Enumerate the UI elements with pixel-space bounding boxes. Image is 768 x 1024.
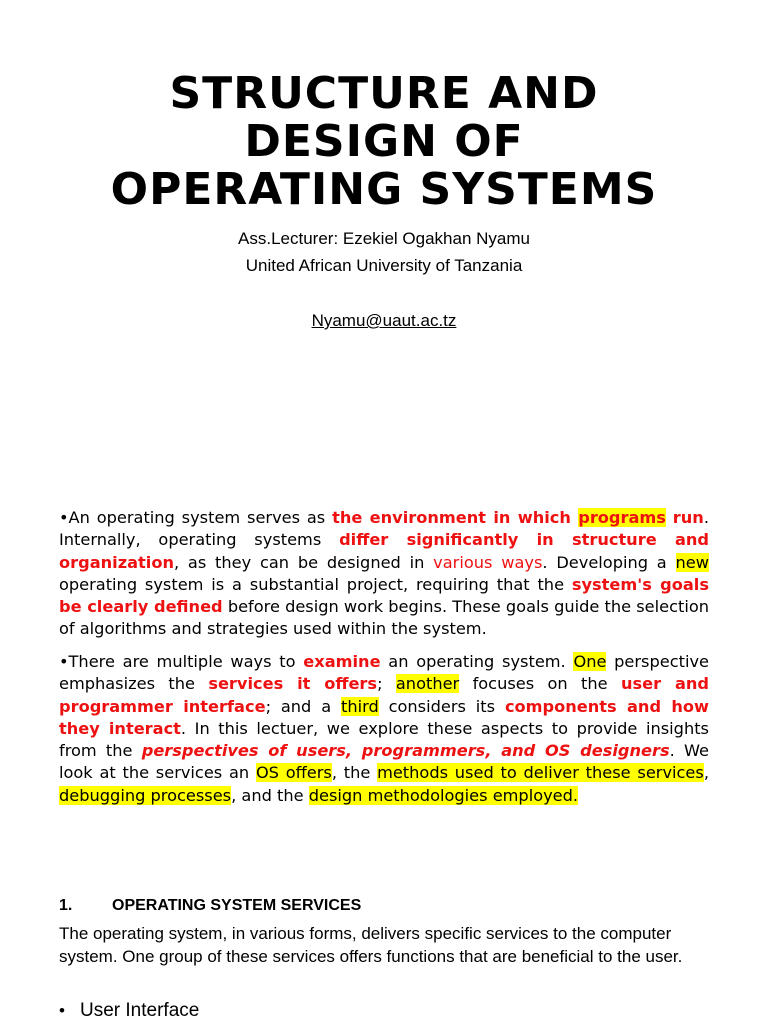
- p1-text-6: before design work begins. These goals guide the selection of algorithms and strategies used within the system.: [59, 597, 709, 639]
- p2-emphasis-examine: examine: [303, 652, 381, 671]
- p2-text-5: focuses on the: [459, 674, 621, 694]
- p1-text-3: , as they can be designed in: [173, 552, 434, 572]
- email-link[interactable]: Nyamu@uaut.ac.tz: [311, 311, 457, 330]
- bullet-list-item: [59, 999, 199, 1023]
- p2-highlight-one: One: [573, 652, 607, 671]
- bullet-label: User Interface: [80, 1000, 200, 1021]
- p1-text-1: •An operating system serves as: [59, 508, 333, 527]
- p2-text-10: , the: [331, 763, 378, 783]
- p2-highlight-methods: methods used to deliver these services: [377, 763, 704, 783]
- p2-text-1: •There are multiple ways to: [59, 652, 304, 671]
- email-line: [0, 311, 768, 331]
- p1-emphasis-goals: system's goals be clearly defined: [59, 574, 709, 617]
- document-title: [0, 70, 768, 214]
- p2-emphasis-perspectives: perspectives of users, programmers, and OS designers: [141, 741, 670, 761]
- title-line-1: STRUCTURE AND: [169, 68, 599, 119]
- p2-highlight-debugging: debugging processes: [59, 785, 232, 805]
- section-heading: [59, 896, 361, 916]
- p2-text-6: ; and a: [265, 696, 341, 716]
- p2-highlight-os-offers: OS offers: [255, 763, 332, 783]
- author-line: Ass.Lecturer: Ezekiel Ogakhan Nyamu: [238, 229, 530, 248]
- p1-emphasis-differ: differ significantly in structure and organization: [59, 530, 709, 572]
- p1-emphasis-various-ways: various ways: [433, 552, 543, 572]
- bullet-icon: •: [59, 1001, 65, 1020]
- p1-text-5: operating system is a substantial project, requiring that the: [59, 574, 572, 594]
- p2-text-4: ;: [377, 674, 396, 694]
- p1-text-2: . Internally, operating systems: [59, 508, 709, 550]
- university-line: United African University of Tanzania: [245, 256, 523, 275]
- p2-text-8: . In this lectuer, we explore these aspects to provide insights from the: [59, 718, 709, 761]
- p2-emphasis-services: services it offers: [208, 674, 378, 694]
- p1-text-4: . Developing a: [542, 552, 676, 572]
- p1-highlight-new: new: [675, 552, 709, 572]
- p1-highlight-programs: programs: [578, 508, 666, 527]
- p2-text-11: ,: [703, 763, 709, 783]
- p1-emphasis-environment: the environment in which: [332, 508, 579, 527]
- section-title: OPERATING SYSTEM SERVICES: [112, 897, 362, 914]
- p2-text-3: perspective emphasizes the: [59, 652, 709, 694]
- p2-text-9: . We look at the services an: [59, 741, 709, 783]
- p1-emphasis-run: run: [672, 508, 704, 527]
- p2-text-12: , and the: [231, 785, 309, 805]
- p2-emphasis-interface: user and programmer interface: [59, 674, 710, 716]
- title-line-2: DESIGN OF: [244, 116, 524, 167]
- p2-highlight-another: another: [395, 674, 460, 694]
- section-number: 1.: [59, 897, 73, 914]
- intro-paragraph: [59, 507, 709, 641]
- section-paragraph: The operating system, in various forms, delivers specific services to the computer system. One group of these services offers functions that are beneficial to the user.: [59, 924, 683, 966]
- p2-highlight-third: third: [341, 696, 379, 716]
- p2-emphasis-components: components and how they interact: [59, 696, 709, 738]
- perspectives-paragraph: [59, 651, 709, 807]
- p2-text-2: an operating system.: [380, 652, 574, 671]
- p2-highlight-design-methodologies: design methodologies employed.: [308, 785, 579, 805]
- p2-text-7: considers its: [378, 696, 505, 716]
- title-line-3: OPERATING SYSTEMS: [110, 164, 658, 215]
